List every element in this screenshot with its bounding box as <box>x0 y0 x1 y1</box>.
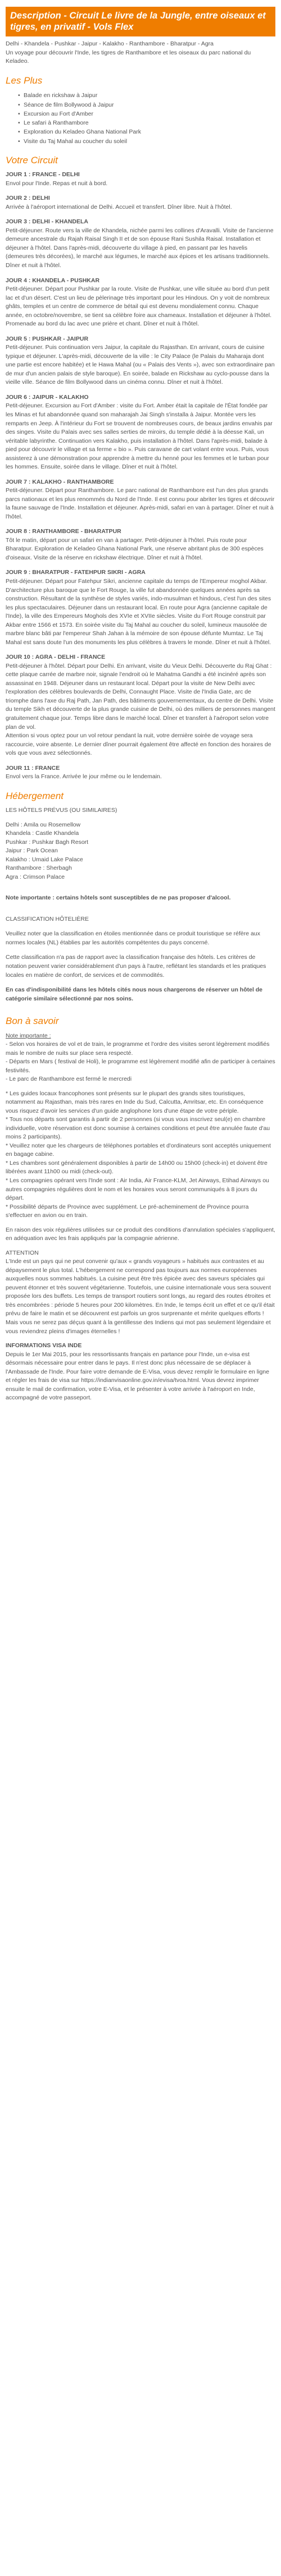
hotel-note: Note importante : certains hôtels sont susceptibles de ne pas proposer d'alcool. <box>6 894 231 902</box>
day-block <box>6 277 275 329</box>
day-title: JOUR 7 : KALAKHO - RANTHAMBORE <box>6 478 114 485</box>
day-title: JOUR 3 : DELHI - KHANDELA <box>6 218 89 226</box>
section-heading-hebergement: Hébergement <box>6 790 64 801</box>
attention-title: ATTENTION <box>6 1249 39 1256</box>
day-block <box>6 335 275 387</box>
detail-item: * Veuillez noter que les chargeurs de téléphones portables et d'ordinateurs sont acceptés uniquement en bagage cabine. <box>6 1142 271 1158</box>
day-title: JOUR 10 : AGRA - DELHI - FRANCE <box>6 654 106 661</box>
hotel-item: Pushkar : Pushkar Bagh Resort <box>6 838 89 846</box>
summary-text: Un voyage pour découvrir l'Inde, les tigres de Ranthambore et les oiseaux du parc national du Keladeo. <box>6 49 251 65</box>
classification-text-2: Cette classification n'a pas de rapport avec la classification française des hôtels. Les critères de notation peuvent varier considérablement d'un pays à l'autre, reflétant les standards et les pratiques locales en matière de confort, de services et de commodités. <box>6 954 266 979</box>
page-title: Description - Circuit Le livre de la Jungle, entre oiseaux et tigres, en privatif - Vols Flex <box>10 11 266 33</box>
day-text: Petit-déjeuner. Départ pour Pushkar par la route. Visite de Pushkar, une ville située au bord d'un petit lac et d'un désert. C'est un lieu de pèlerinage très important pour les Hindous. On y voit de nombreux ghâts, temples et un centre de commerce de bétail qui est devenu mondialement connu. Chaque année, en octobre/novembre, se tient sa célèbre foire aux chameaux. Installation et déjeuner à l'hôtel. Promenade au bord du lac avec une prière et chant. Dîner et nuit à l'hôtel. <box>6 286 272 328</box>
detail-item: * Les guides locaux francophones sont présents sur le plupart des grands sites touristiques, notamment au Rajasthan, mais très rares en Inde du Sud, Calcutta, Amritsar, etc. En conséquence vous risquez d'avoir les services d'un guide anglophone lors d'une étape de votre périple. <box>6 1090 264 1114</box>
day-block <box>6 171 275 188</box>
hotel-item: Khandela : Castle Khandela <box>6 830 79 837</box>
day-text: Petit-déjeuner. Puis continuation vers Jaipur, la capitale du Rajasthan. En arrivant, cours de cuisine typique et déjeuner. L'après-midi, découverte de la ville : le City Palace (le Palais du Maharaja dont une partie est encore habitée) et le Hawa Mahal (ou « Palais des Vents »), avec son extraordinaire pan de mur d'un ancien palais de style baroque). En soirée, balade en Rickshaw au cyclo-pousse dans la vieille ville. Séance de film Bollywood dans un cinéma connu. Dîner et nuit à l'hôtel. <box>6 344 275 386</box>
note-item: - Départs en Mars ( festival de Holi), le programme est légèrement modifié afin de participer à certaines festivités. <box>6 1058 275 1074</box>
route-text: Delhi - Khandela - Pushkar - Jaipur - Kalakho - Ranthambore - Bharatpur - Agra <box>6 40 214 48</box>
hotel-item: Kalakho : Umaid Lake Palace <box>6 856 83 863</box>
day-title: JOUR 1 : FRANCE - DELHI <box>6 171 80 178</box>
day-text: Tôt le matin, départ pour un safari en van à partager. Petit-déjeuner à l'hôtel. Puis route pour Bharatpur. Exploration de Keladeo Ghana National Park, une réserve abritant plus de 300 espèces d'oiseaux. Visite de la réserve en rickshaw électrique. Dîner et nuit à l'hôtel. <box>6 536 264 561</box>
section-heading-plus: Les Plus <box>6 75 43 86</box>
day-text: Petit-déjeuner. Excursion au Fort d'Amber : visite du Fort. Amber était la capitale de l'État fondée par les Minas et fut abandonnée quand son maharajah Jai Singh s'installa à Jaipur. Montée vers les remparts en Jeep. À l'intérieur du Fort se trouvent de nombreuses cours, de beaux jardins envahis par des singes. Visite du Palais avec ses salles serties de miroirs, du temple dédié à la déesse Kali, un véritable labyrinthe. Continuation vers Kalakho, puis installation à l'hôtel. Dans l'après-midi, balade à pied pour découvrir le village et sa ferme « bio ». Puis caravane de cart volant entre vous. Puis, vous assisterez à une démonstration pour apprendre à mettre du henné pour les femmes et le turban pour les hommes. Ensuite, soirée dans le village. Dîner et nuit à l'hôtel. <box>6 402 273 471</box>
title-banner <box>6 7 275 36</box>
day-block <box>6 653 275 757</box>
hotel-item: Delhi : Amila ou Rosemellow <box>6 821 81 828</box>
day-title: JOUR 2 : DELHI <box>6 195 50 202</box>
hotel-item: Ranthambore : Sherbagh <box>6 865 72 872</box>
day-text: Petit-déjeuner. Route vers la ville de Khandela, nichée parmi les collines d'Aravalli. Visite de l'ancienne demeure ancestrale du Rajah Raisal Singh II et de son épouse Rani Sushila Raisal. Installation et déjeuner à l'hôtel. Dans l'après-midi, découverte du village à pied, en passant par les havelis (demeures très décorées), le marché aux légumes, le marché aux épices et les artisans traditionnels. Dîner et nuit à l'hôtel. <box>6 227 274 269</box>
list-item: • Visite du Taj Mahal au coucher du soleil <box>18 137 275 146</box>
detail-item: * Tous nos départs sont garantis à partir de 2 personnes (si vous vous inscrivez seul(e) en chambre individuelle, votre réservation est donc soumise à certaines conditions et peut être annulée faute d'au moins 2 participants). <box>6 1116 270 1141</box>
day-block <box>6 393 275 472</box>
detail-item: * Les chambres sont généralement disponibles à partir de 14h00 ou 15h00 (check-in) et doivent être libérées avant 11h00 ou midi (check-out). <box>6 1159 268 1175</box>
day-text: Petit-déjeuner. Départ pour Ranthambore. Le parc national de Ranthambore est l'un des plus grands parcs nationaux et les plus renommés du Nord de l'Inde. Il est connu pour abriter les tigres et découvrir la faune sauvage de l'Inde. Installation et déjeuner. Après-midi, safari en van à partager. Dîner et nuit à l'hôtel. <box>6 487 275 520</box>
day-block <box>6 764 275 782</box>
bon-a-savoir-block <box>6 1032 275 1403</box>
day-block <box>6 194 275 212</box>
detail-item: * Les compagnies opérant vers l'Inde sont : Air India, Air France-KLM, Jet Airways, Etihad Airways ou autres compagnies régulières dont le nom et les horaires vous seront communiqués à 8 jours du départ. <box>6 1177 269 1202</box>
day-text: Envol pour l'Inde. Repas et nuit à bord. <box>6 180 108 187</box>
day-block <box>6 478 275 522</box>
day-text: Envol vers la France. Arrivée le jour même ou le lendemain. <box>6 773 162 780</box>
list-item: • Balade en rickshaw à Jaipur <box>18 91 275 100</box>
classification-title: CLASSIFICATION HÔTELIÈRE <box>6 915 89 922</box>
day-title: JOUR 9 : BHARATPUR - FATEHPUR SIKRI - AGRA <box>6 569 146 576</box>
list-item: • Le safari à Ranthambore <box>18 118 275 127</box>
day-title: JOUR 8 : RANTHAMBORE - BHARATPUR <box>6 528 121 535</box>
attention-text: L'Inde est un pays qui ne peut convenir qu'aux « grands voyageurs » habitués aux contrastes et au dépaysement le plus total. L'hébergement ne correspond pas toujours aux normes européennes auxquelles nous sommes habitués. La cuisine peut être très épicée avec des saveurs spéciales qui peuvent étonner et très souvent végétarienne. Toutefois, une cuisine internationale vous sera souvent proposée lors des buffets. Les temps de transport routiers sont longs, au regard des routes étroites et très encombrées : période 5 heures pour 200 kilomètres. En Inde, le temps écrit un effet et ce qu'il était prévu de faire le matin et se découvrent est parfois un gros surprenante et mérite quelques efforts ! Mais vous ne serez pas déçus quant à la gentillesse des Indiens qui mot pas seulement légendaire et vous reviendrez pleins d'images éternelles ! <box>6 1258 275 1335</box>
day-extra-text: Attention si vous optez pour un vol retour pendant la nuit, votre dernière soirée de voyage sera raccourcie, voire absente. Le dernier dîner pourrait également être affecté en fonction des horaires de vols que vous avez sélectionnés. <box>6 732 271 757</box>
availability-note: En cas d'indisponibilité dans les hôtels cités nous nous chargerons de réserver un hôtel de catégorie similaire sélectionné par nos soins. <box>6 986 263 1002</box>
day-block <box>6 568 275 647</box>
intro <box>6 40 275 66</box>
section-heading-bon-a-savoir: Bon à savoir <box>6 1016 59 1027</box>
day-text: Arrivée à l'aéroport international de Delhi. Accueil et transfert. Dîner libre. Nuit à l'hôtel. <box>6 203 232 210</box>
classification-text: Veuillez noter que la classification en étoiles mentionnée dans ce produit touristique se réfère aux normes locales (NL) établies par les autorités compétentes du pays concerné. <box>6 930 260 946</box>
day-title: JOUR 11 : FRANCE <box>6 764 60 772</box>
day-title: JOUR 6 : JAIPUR - KALAKHO <box>6 393 89 401</box>
cancellation-text: En raison des voix régulières utilisées sur ce produit des conditions d'annulation spéciales s'appliquent, en adéquation avec les frais appliqués par la compagnie aérienne. <box>6 1226 275 1242</box>
notes-title: Note importante : <box>6 1032 51 1039</box>
day-text: Petit-déjeuner. Départ pour Fatehpur Sikri, ancienne capitale du temps de l'Empereur moghol Akbar. D'architecture plus baroque que le Fort Rouge, la ville fut abandonnée quelques années après sa construction. Résultant de la synthèse de styles variés, indo-musulman et hindous, c'est l'un des sites les plus spectaculaires. Déjeuner dans un restaurant local. En route pour Agra (ancienne capitale de l'Inde), la ville des Empereurs Moghols des XVIe et XVIIe siècles. Visite du Fort Rouge construit par Akbar entre 1566 et 1573. En soirée visite du Taj Mahal au coucher du soleil, lumineux mausolée de marbre blanc bâti par l'empereur Shah Jahan à la mémoire de son épouse défunte Mumtaz. Le Taj Mahal est sans doute l'un des monuments les plus célèbres à travers le monde. Dîner et nuit à l'hôtel. <box>6 578 271 646</box>
hotel-list-title: LES HÔTELS PRÉVUS (OU SIMILAIRES) <box>6 807 117 814</box>
note-item: - Selon vos horaires de vol et de train, le programme et l'ordre des visites seront légèrement modifiés mais le nombre de nuits sur place sera respecté. <box>6 1041 270 1057</box>
section-heading-circuit: Votre Circuit <box>6 154 58 166</box>
detail-item: * Possibilité départs de Province avec supplément. Le pré-acheminement de Province pourra s'effectuer en avion ou en train. <box>6 1203 249 1219</box>
hotel-item: Jaipur : Park Ocean <box>6 847 58 855</box>
day-text: Petit-déjeuner à l'hôtel. Départ pour Delhi. En arrivant, visite du Vieux Delhi. Découverte du Raj Ghat : cette plaque carrée de marbre noir, signale l'endroit où le Mahatma Gandhi a été incinéré après son assassinat en 1948. Déjeuner dans un restaurant local. Départ pour la visite de New Delhi avec l'exploration des célèbres boulevards de Delhi, Connaught Place. Visite de l'India Gate, arc de triomphe dans l'axe du Raj Path, Jan Path, des bâtiments gouvernementaux, du centre de Delhi. Visite du temple Sikh et découverte de la plus grande cuisine de Delhi, où des milliers de personnes mangent gratuitement chaque jour. Temps libre dans le marché local. Dîner et transfert à l'aéroport selon votre plan de vol. <box>6 662 275 731</box>
list-item: • Séance de film Bollywood à Jaipur <box>18 100 275 109</box>
day-title: JOUR 4 : KHANDELA - PUSHKAR <box>6 277 100 284</box>
day-block <box>6 527 275 562</box>
hotel-list <box>6 806 275 881</box>
note-item: - Le parc de Ranthambore est fermé le mercredi <box>6 1076 132 1083</box>
list-item: • Excursion au Fort d'Amber <box>18 109 275 118</box>
plus-list <box>18 91 275 146</box>
day-block <box>6 218 275 270</box>
list-item: • Exploration du Keladeo Ghana National Park <box>18 127 275 136</box>
visa-title: INFORMATIONS VISA INDE <box>6 1342 82 1349</box>
hotel-item: Agra : Crimson Palace <box>6 873 65 880</box>
day-title: JOUR 5 : PUSHKAR - JAIPUR <box>6 335 89 342</box>
visa-text: Depuis le 1er Mai 2015, pour les ressortissants français en partance pour l'Inde, un e-visa est désormais nécessaire pour entrer dans le pays. Il n'est donc plus nécessaire de se déplacer à l'Ambassade de l'Inde. Pour faire votre demande de E-Visa, vous devez remplir le formulaire en ligne et régler les frais de visa sur https://indianvisaonline.gov.in/evisa/tvoa.html. Vous devrez imprimer ensuite le mail de confirmation, votre E-Visa, et le présenter à votre arrivée à l'aéroport en Inde, accompagné de votre passeport. <box>6 1351 269 1402</box>
